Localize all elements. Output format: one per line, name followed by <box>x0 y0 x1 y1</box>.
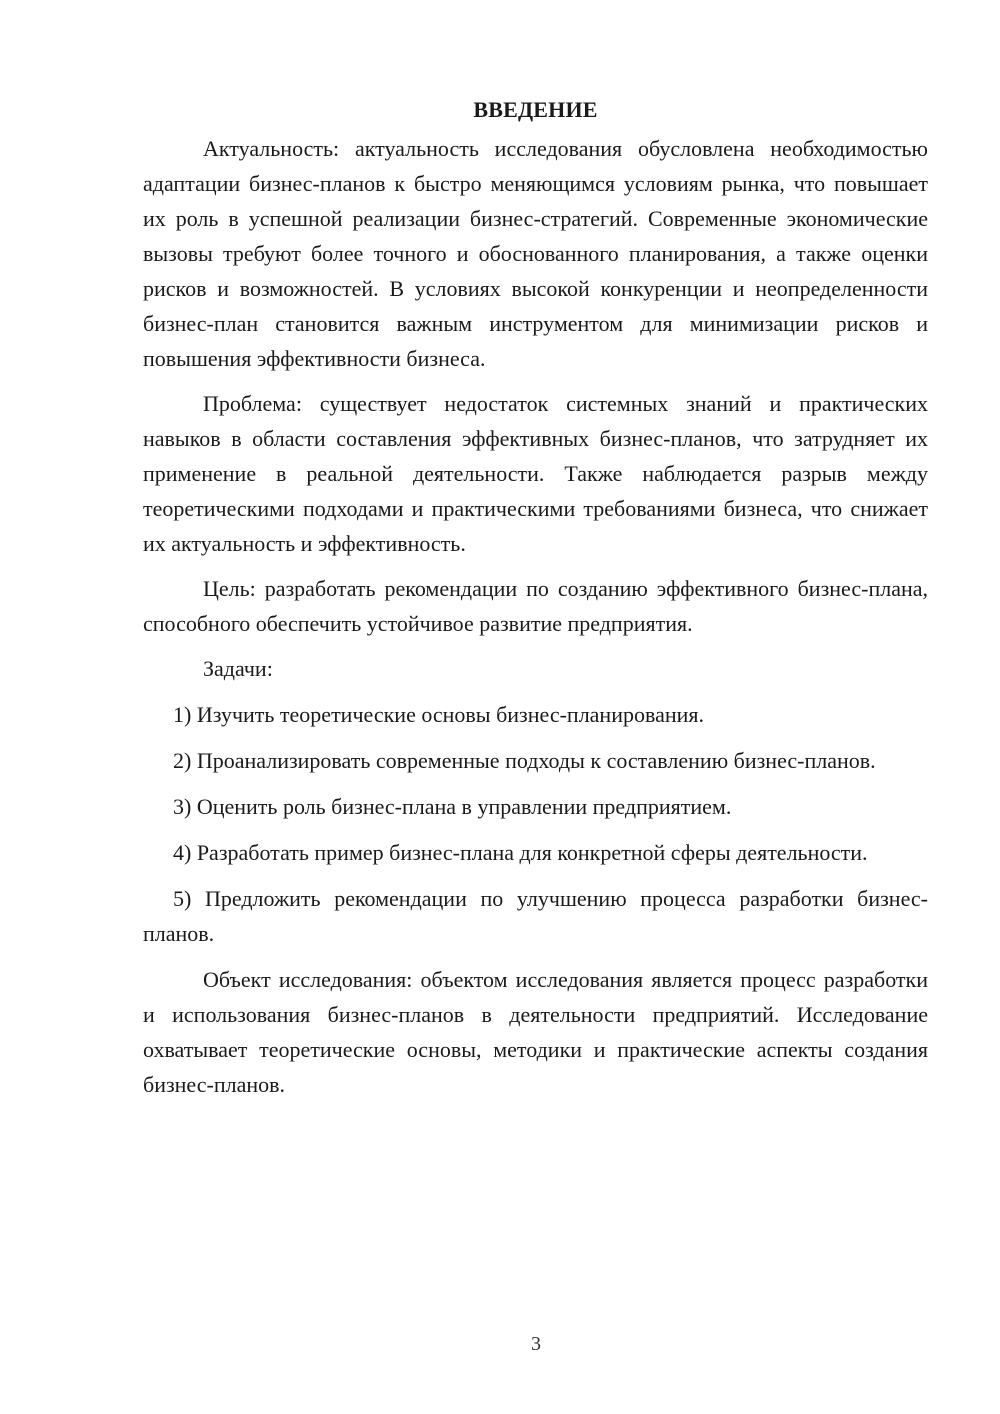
task-item: 4) Разработать пример бизнес-плана для конкретной сферы деятельности. <box>173 840 868 865</box>
tasks-heading: Задачи: <box>203 656 273 681</box>
task-item: 1) Изучить теоретические основы бизнес-планирования. <box>173 702 705 727</box>
goal-paragraph: Цель: разработать рекомендации по созданию эффективного бизнес-плана, способного обеспечить устойчивое развитие предприятия. <box>143 576 928 636</box>
page-number: 3 <box>531 1333 541 1355</box>
task-item: 3) Оценить роль бизнес-плана в управлении предприятием. <box>173 794 732 819</box>
document-page <box>143 95 928 1112</box>
section-title: ВВЕДЕНИЕ <box>473 97 598 122</box>
problem-paragraph: Проблема: существует недостаток системных знаний и практических навыков в области составления эффективных бизнес-планов, что затрудняет их применение в реальной деятельности. Также наблюдается разрыв между теоретическими подходами и практическими требованиями бизнеса, что снижает их актуальность и эффективность. <box>143 391 928 556</box>
object-paragraph: Объект исследования: объектом исследования является процесс разработки и использования бизнес-планов в деятельности предприятий. Исследование охватывает теоретические основы, методики и практические аспекты создания бизнес-планов. <box>143 967 928 1097</box>
task-item: 5) Предложить рекомендации по улучшению процесса разработки бизнес-планов. <box>143 886 928 946</box>
task-item: 2) Проанализировать современные подходы к составлению бизнес-планов. <box>173 748 876 773</box>
relevance-paragraph: Актуальность: актуальность исследования обусловлена необходимостью адаптации бизнес-планов к быстро меняющимся условиям рынка, что повышает их роль в успешной реализации бизнес-стратегий. Современные экономические вызовы требуют более точного и обоснованного планирования, а также оценки рисков и возможностей. В условиях высокой конкуренции и неопределенности бизнес-план становится важным инструментом для минимизации рисков и повышения эффективности бизнеса. <box>143 136 928 371</box>
